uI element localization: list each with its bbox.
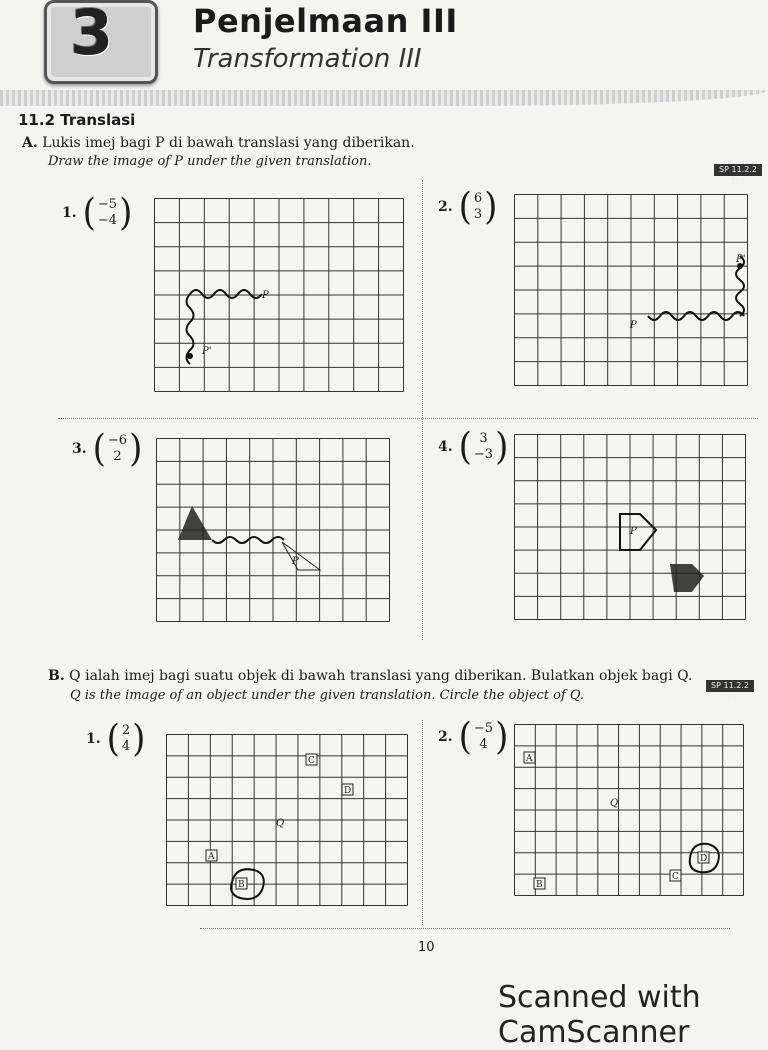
part-b-vertical-divider	[422, 720, 423, 925]
b-q1-vector: 1. ( 2 4 )	[86, 717, 146, 761]
a-q4-bottom: −3	[473, 447, 494, 462]
a-q3-triangle-object	[282, 542, 320, 570]
b-q1-grid[interactable]	[166, 734, 408, 906]
part-a-vertical-divider	[422, 180, 423, 640]
b-q1-label-q: Q	[276, 818, 285, 829]
b-q2-label-d: D	[700, 854, 708, 864]
a-q2-vector: 2. ( 6 3 )	[438, 185, 498, 229]
a-q4-pentagon-object	[620, 514, 656, 550]
b-q2-bottom: 4	[479, 737, 488, 752]
chapter-title-ms: Penjelmaan III	[193, 2, 458, 40]
part-a-ref-tag: SP 11.2.2 TP3	[714, 164, 762, 176]
a-q2-drawn-path	[648, 256, 744, 320]
grid-lines	[155, 199, 404, 392]
b-q1-label-c: C	[308, 756, 315, 766]
b-q1-bottom: 4	[121, 739, 131, 754]
a-q2-number: 2.	[438, 199, 453, 215]
a-q2-point-label: P	[630, 320, 637, 331]
a-q1-vector: 1. ( −5 −4 )	[62, 191, 133, 235]
a-q1-image-point	[187, 353, 193, 359]
b-q1-label-b: B	[238, 880, 245, 890]
a-q1-image-label: P'	[202, 346, 212, 357]
a-q2-top: 6	[473, 191, 483, 206]
part-a-instruction-ms: Lukis imej bagi P di bawah translasi yang diberikan.	[42, 135, 415, 151]
a-q3-number: 3.	[72, 441, 87, 457]
a-q1-number: 1.	[62, 205, 77, 221]
b-q1-label-a: A	[208, 852, 215, 862]
b-q1-label-d: D	[344, 786, 352, 796]
header-band	[0, 90, 768, 106]
a-q4-point-label: P	[630, 526, 637, 537]
part-a-horizontal-divider	[58, 418, 758, 419]
a-q3-bottom: 2	[113, 449, 122, 464]
a-q1-grid[interactable]	[154, 198, 404, 392]
a-q2-grid[interactable]	[514, 194, 748, 386]
grid-lines	[515, 725, 744, 896]
part-a-instruction-en: Draw the image of P under the given translation.	[48, 154, 372, 169]
a-q1-point-label: P	[262, 290, 269, 301]
a-q3-vector: 3. ( −6 2 )	[72, 427, 143, 471]
a-q3-triangle-image	[178, 506, 212, 540]
a-q1-bottom: −4	[97, 213, 118, 228]
b-q2-label-a: A	[526, 754, 533, 764]
a-q2-bottom: 3	[473, 207, 483, 222]
a-q3-top: −6	[107, 433, 128, 448]
b-q2-grid[interactable]	[514, 724, 744, 896]
part-b-instruction-en: Q is the image of an object under the given translation. Circle the object of Q.	[70, 688, 585, 703]
b-q2-label-b: B	[536, 880, 543, 890]
b-q2-vector: 2. ( −5 4 )	[438, 715, 509, 759]
b-q2-label-c: C	[672, 872, 679, 882]
a-q4-top: 3	[479, 431, 488, 446]
part-b-ref-tag: SP 11.2.2 TP3	[706, 680, 754, 692]
b-q2-number: 2.	[438, 729, 453, 745]
chapter-number: 3	[70, 0, 114, 69]
b-q2-top: −5	[473, 721, 494, 736]
a-q1-drawn-path	[187, 290, 263, 364]
a-q3-grid[interactable]	[156, 438, 390, 622]
part-b-instruction	[48, 668, 692, 684]
grid-lines	[167, 735, 408, 906]
a-q4-vector: 4. ( 3 −3 )	[438, 425, 509, 469]
a-q3-point-label: P	[292, 556, 299, 567]
part-a-label: A.	[22, 135, 38, 151]
part-b-instruction-ms: Q ialah imej bagi suatu objek di bawah translasi yang diberikan. Bulatkan objek bagi Q.	[69, 668, 693, 684]
part-b-label: B.	[48, 668, 65, 684]
part-a-instruction	[22, 135, 415, 151]
a-q4-grid[interactable]	[514, 434, 746, 620]
b-q1-number: 1.	[86, 731, 101, 747]
page-number: 10	[418, 940, 435, 955]
grid-lines	[515, 195, 748, 386]
a-q2-image-label: P'	[736, 254, 746, 265]
scanner-watermark: Scanned with CamScanner	[498, 980, 701, 1050]
part-b-bottom-divider	[200, 928, 730, 929]
b-q1-top: 2	[121, 723, 131, 738]
a-q4-number: 4.	[438, 439, 453, 455]
section-title: 11.2 Translasi	[18, 111, 136, 129]
chapter-title-en: Transformation III	[193, 44, 422, 74]
b-q2-label-q: Q	[610, 798, 619, 809]
a-q1-top: −5	[97, 197, 118, 212]
